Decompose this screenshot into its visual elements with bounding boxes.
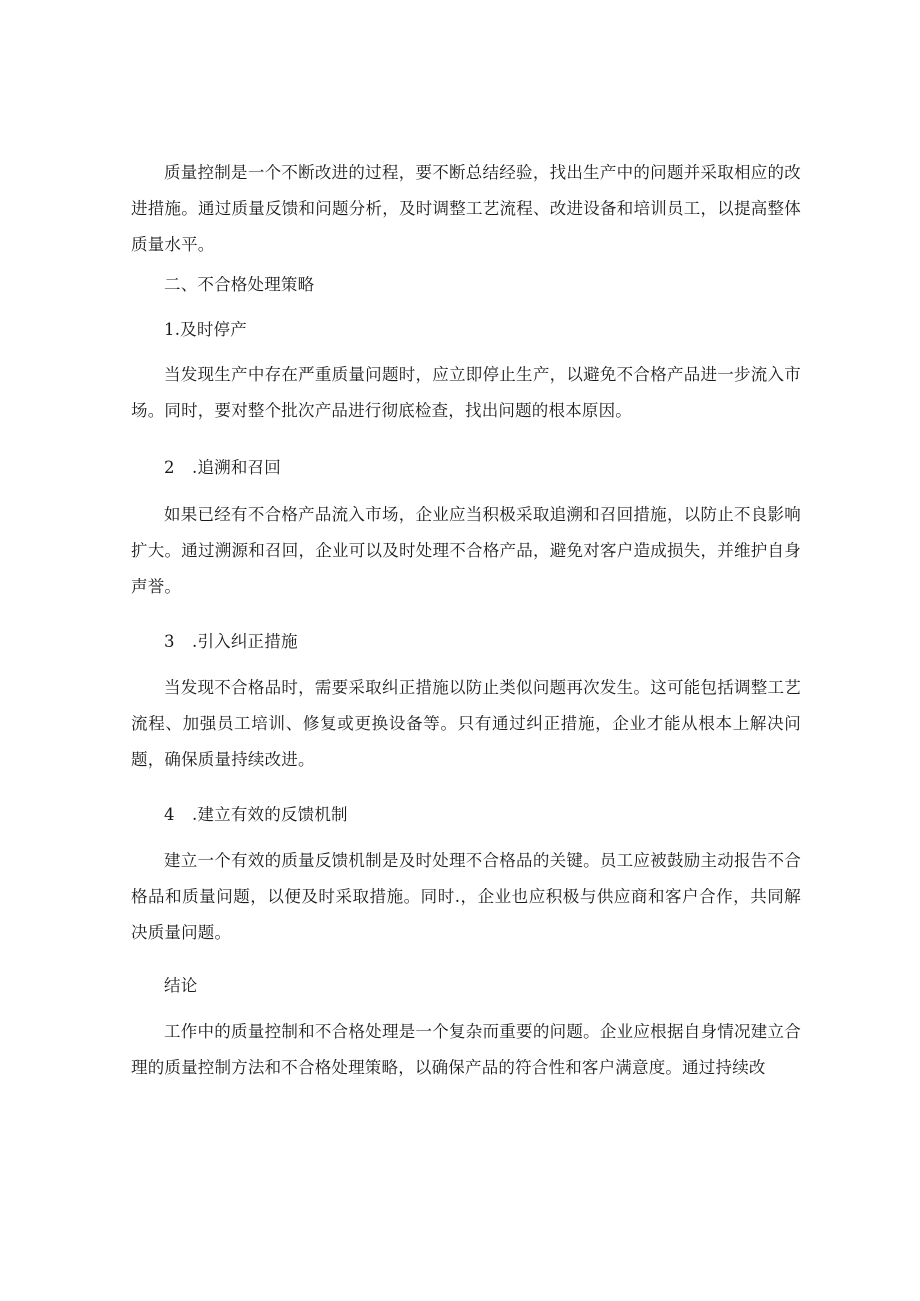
- item-title-4: .建立有效的反馈机制: [192, 805, 348, 824]
- item-number-3: 3: [164, 632, 175, 651]
- item-body-2: 如果已经有不合格产品流入市场，企业应当积极采取追溯和召回措施，以防止不良影响扩大。通过溯源和召回，企业可以及时处理不合格产品，避免对客户造成损失，并维护自身声誉。: [131, 505, 801, 596]
- item-body-1: 当发现生产中存在严重质量问题时，应立即停止生产，以避免不合格产品进一步流入市场。同时，要对整个批次产品进行彻底检查，找出问题的根本原因。: [131, 365, 801, 420]
- conclusion-paragraph: 工作中的质量控制和不合格处理是一个复杂而重要的问题。企业应根据自身情况建立合理的质量控制方法和不合格处理策略，以确保产品的符合性和客户满意度。通过持续改: [131, 1022, 801, 1077]
- item-number-1: 1.: [164, 320, 181, 339]
- item-title-3: .引入纠正措施: [192, 632, 298, 651]
- conclusion-title: 结论: [164, 976, 198, 995]
- item-heading-2: [164, 456, 281, 480]
- item-body-4: 建立一个有效的质量反馈机制是及时处理不合格品的关键。员工应被鼓励主动报告不合格品和质量问题，以便及时采取措施。同时.，企业也应积极与供应商和客户合作，共同解决质量问题。: [131, 851, 801, 942]
- item-title-2: .追溯和召回: [192, 458, 281, 477]
- item-number-4: 4: [164, 805, 175, 824]
- item-heading-1: [164, 318, 247, 342]
- item-title-1: 及时停产: [180, 320, 247, 339]
- item-number-2: 2: [164, 458, 175, 477]
- intro-paragraph: 质量控制是一个不断改进的过程，要不断总结经验，找出生产中的问题并采取相应的改进措施。通过质量反馈和问题分析，及时调整工艺流程、改进设备和培训员工，以提高整体质量水平。: [131, 163, 801, 254]
- item-heading-4: [164, 803, 348, 827]
- item-body-3: 当发现不合格品时，需要采取纠正措施以防止类似问题再次发生。这可能包括调整工艺流程、加强员工培训、修复或更换设备等。只有通过纠正措施，企业才能从根本上解决问题，确保质量持续改进。: [131, 678, 801, 769]
- item-heading-3: [164, 630, 298, 654]
- section-title: 二、不合格处理策略: [164, 275, 315, 294]
